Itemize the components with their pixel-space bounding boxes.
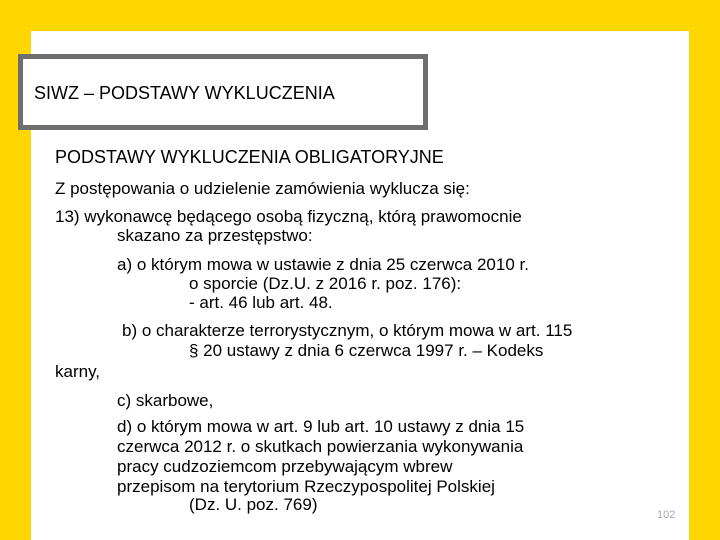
body-line-13: 13) wykonawcę będącego osobą fizyczną, którą prawomocnie [55,207,522,226]
body-line-a: a) o którym mowa w ustawie z dnia 25 czerwca 2010 r. [117,255,529,274]
body-line-d-cont1: czerwca 2012 r. o skutkach powierzania wykonywania [117,437,524,456]
body-line-d-cont2: pracy cudzoziemcom przebywającym wbrew [117,457,453,476]
body-line-13-cont: skazano za przestępstwo: [117,226,313,245]
body-line-d-cont4: (Dz. U. poz. 769) [189,495,318,514]
title-box [18,54,428,130]
slide-title: SIWZ – PODSTAWY WYKLUCZENIA [34,83,335,103]
body-line-a-cont: o sporcie (Dz.U. z 2016 r. poz. 176): [189,274,462,293]
body-line-b: b) o charakterze terrorystycznym, o którym mowa w art. 115 [122,321,573,340]
body-line-d-cont3: przepisom na terytorium Rzeczypospolitej Polskiej [117,477,495,496]
page-number: 102 [657,509,676,521]
section-heading: PODSTAWY WYKLUCZENIA OBLIGATORYJNE [55,147,444,167]
body-line-b-cont: § 20 ustawy z dnia 6 czerwca 1997 r. – Kodeks [189,341,544,360]
body-line-d: d) o którym mowa w art. 9 lub art. 10 ustawy z dnia 15 [117,417,525,436]
body-line-c: c) skarbowe, [117,391,214,410]
body-line-a-art: - art. 46 lub art. 48. [189,293,333,312]
body-line-intro: Z postępowania o udzielenie zamówienia wyklucza się: [55,179,470,198]
body-line-b-end: karny, [55,362,101,381]
